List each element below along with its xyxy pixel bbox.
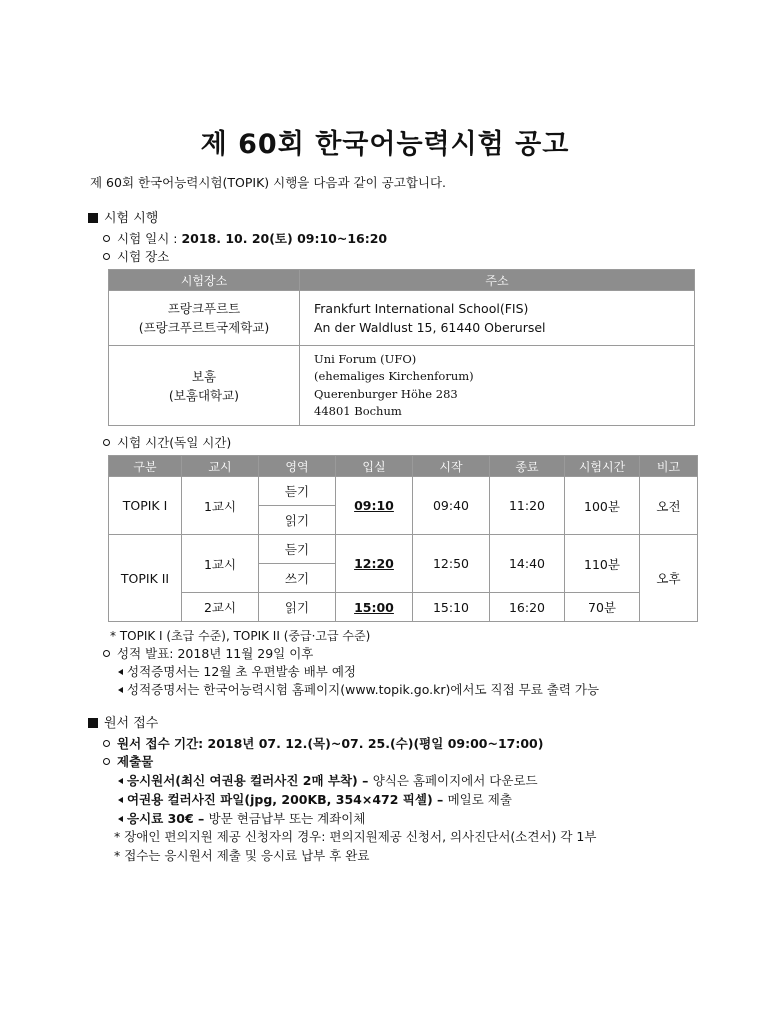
exam-venue-line	[103, 248, 169, 266]
submit-item-detail: 양식은 홈페이지에서 다운로드	[372, 773, 538, 788]
schedule-area: 쓰기	[259, 564, 336, 593]
schedule-header: 입실	[336, 456, 413, 477]
venue-name-sub: (보훔대학교)	[168, 387, 240, 403]
schedule-entry: 09:10	[336, 477, 413, 535]
triangle-bullet-icon	[118, 778, 123, 784]
venue-table	[108, 269, 695, 426]
schedule-period: 1교시	[182, 477, 259, 535]
schedule-start: 12:50	[413, 535, 490, 593]
submit-item	[118, 810, 365, 828]
submit-item	[118, 772, 538, 790]
venue-name-cell	[109, 346, 300, 426]
schedule-row	[109, 477, 698, 506]
result-item-text: 성적증명서는 12월 초 우편발송 배부 예정	[127, 664, 356, 679]
result-label: 성적 발표: 2018년 11월 29일 이후	[117, 646, 314, 661]
venue-address-line: (ehemaliges Kirchenforum)	[314, 369, 474, 383]
schedule-header: 영역	[259, 456, 336, 477]
venue-address-cell	[300, 291, 695, 346]
section-application-heading: 원서 접수	[104, 716, 159, 731]
triangle-bullet-icon	[118, 687, 123, 693]
schedule-note: 오전	[640, 477, 698, 535]
circle-bullet-icon	[103, 650, 110, 657]
result-line	[103, 645, 313, 663]
schedule-header: 비고	[640, 456, 698, 477]
schedule-end: 16:20	[490, 593, 565, 622]
section-exam	[88, 210, 158, 228]
venue-address-line: Uni Forum (UFO)	[314, 351, 417, 366]
schedule-period: 2교시	[182, 593, 259, 622]
schedule-area: 읽기	[259, 506, 336, 535]
application-note: * 장애인 편의지원 제공 신청자의 경우: 편의지원제공 신청서, 의사진단서(소견서) 각 1부	[114, 829, 597, 844]
schedule-area: 듣기	[259, 535, 336, 564]
schedule-area: 듣기	[259, 477, 336, 506]
exam-venue-label: 시험 장소	[117, 249, 170, 264]
level-note: * TOPIK I (초급 수준), TOPIK II (중급·고급 수준)	[110, 629, 371, 643]
submit-item-title: 응시료 30€ –	[127, 811, 209, 826]
circle-bullet-icon	[103, 253, 110, 260]
submit-item	[118, 791, 512, 809]
venue-row	[109, 346, 695, 426]
submit-label: 제출물	[117, 754, 154, 769]
venue-row	[109, 291, 695, 346]
schedule-start: 09:40	[413, 477, 490, 535]
schedule-duration: 70분	[565, 593, 640, 622]
schedule-header: 교시	[182, 456, 259, 477]
schedule-level: TOPIK II	[109, 535, 182, 622]
application-period: 원서 접수 기간: 2018년 07. 12.(목)~07. 25.(수)(평일 09:00~17:00)	[117, 736, 544, 751]
venue-name-sub: (프랑크푸르트국제학교)	[138, 320, 270, 335]
intro-text: 제 60회 한국어능력시험(TOPIK) 시행을 다음과 같이 공고합니다.	[90, 175, 447, 190]
submit-item-detail: 메일로 제출	[447, 792, 512, 807]
venue-header-place: 시험장소	[109, 270, 300, 291]
triangle-bullet-icon	[118, 816, 123, 822]
result-item	[118, 663, 356, 681]
exam-date-value: 2018. 10. 20(토) 09:10~16:20	[181, 231, 388, 246]
schedule-duration: 100분	[565, 477, 640, 535]
schedule-entry: 12:20	[336, 535, 413, 593]
venue-name: 보훔	[191, 368, 217, 384]
schedule-duration: 110분	[565, 535, 640, 593]
submit-item-detail: 방문 현금납부 또는 계좌이체	[208, 811, 366, 826]
schedule-period: 1교시	[182, 535, 259, 593]
section-exam-heading: 시험 시행	[104, 211, 159, 226]
result-item	[118, 681, 599, 699]
schedule-entry: 15:00	[336, 593, 413, 622]
venue-address-line: Frankfurt International School(FIS)	[314, 301, 529, 316]
circle-bullet-icon	[103, 235, 110, 242]
schedule-header: 구분	[109, 456, 182, 477]
circle-bullet-icon	[103, 758, 110, 765]
schedule-header: 시험시간	[565, 456, 640, 477]
schedule-table	[108, 455, 698, 622]
schedule-end: 14:40	[490, 535, 565, 593]
submit-item-title: 여권용 컬러사진 파일(jpg, 200KB, 354×472 픽셀) –	[127, 792, 448, 807]
venue-address-line: Querenburger Höhe 283	[314, 386, 458, 401]
venue-address-line: 44801 Bochum	[314, 404, 402, 418]
exam-time-label: 시험 시간(독일 시간)	[117, 435, 232, 450]
triangle-bullet-icon	[118, 669, 123, 675]
venue-address-line: An der Waldlust 15, 61440 Oberursel	[314, 320, 546, 335]
schedule-level: TOPIK I	[109, 477, 182, 535]
venue-name: 프랑크푸르트	[167, 301, 241, 316]
venue-name-cell	[109, 291, 300, 346]
schedule-end: 11:20	[490, 477, 565, 535]
exam-time-line	[103, 434, 231, 452]
schedule-start: 15:10	[413, 593, 490, 622]
venue-address-cell	[300, 346, 695, 426]
triangle-bullet-icon	[118, 797, 123, 803]
square-bullet-icon	[88, 718, 98, 728]
schedule-area: 읽기	[259, 593, 336, 622]
schedule-header: 종료	[490, 456, 565, 477]
exam-date-line	[103, 230, 387, 248]
venue-header-address: 주소	[300, 270, 695, 291]
document-title: 제 60회 한국어능력시험 공고	[200, 129, 570, 160]
circle-bullet-icon	[103, 439, 110, 446]
section-application	[88, 715, 158, 733]
submit-label-line	[103, 753, 153, 771]
schedule-row	[109, 535, 698, 564]
result-item-text: 성적증명서는 한국어능력시험 홈페이지(www.topik.go.kr)에서도 직접 무료 출력 가능	[127, 682, 600, 697]
application-note: * 접수는 응시원서 제출 및 응시료 납부 후 완료	[114, 848, 370, 863]
square-bullet-icon	[88, 213, 98, 223]
application-period-line	[103, 735, 543, 753]
circle-bullet-icon	[103, 740, 110, 747]
submit-item-title: 응시원서(최신 여권용 컬러사진 2매 부착) –	[127, 773, 373, 788]
exam-date-label: 시험 일시 :	[117, 231, 182, 246]
schedule-note: 오후	[640, 535, 698, 622]
schedule-header: 시작	[413, 456, 490, 477]
schedule-row	[109, 593, 698, 622]
